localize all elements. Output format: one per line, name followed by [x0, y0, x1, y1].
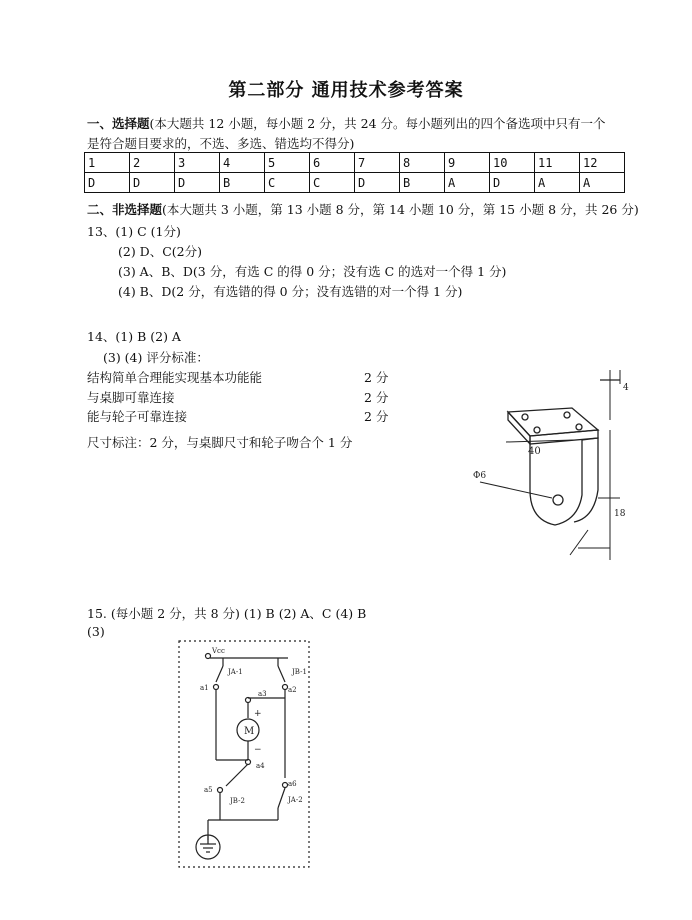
question-number: 4 [220, 153, 265, 173]
q14-criterion-score: 2 分 [364, 370, 389, 385]
answer-table [84, 152, 625, 193]
contact-a1 [214, 685, 219, 690]
answer-cell: D [355, 173, 400, 193]
q14-line1: 14、(1) B (2) A [87, 329, 181, 344]
vcc-terminal [206, 654, 211, 659]
q13-line4: (4) B、D(2 分，有选错的得 0 分；没有选错的对一个得 1 分) [118, 284, 463, 299]
answer-cell: A [580, 173, 625, 193]
q13-line1: 13、(1) C (1分) [87, 224, 181, 239]
a4-label: a4 [256, 762, 265, 770]
bracket-top-plate-front [530, 430, 598, 444]
q15-line1: 15. (每小题 2 分，共 8 分) (1) B (2) A、C (4) B [87, 606, 367, 621]
question-number: 10 [490, 153, 535, 173]
dim-label-4: 4 [623, 383, 629, 393]
bolt-hole [534, 427, 540, 433]
a5-label: a5 [204, 786, 213, 794]
q14-criterion-text: 能与轮子可靠连接 [87, 409, 188, 424]
part2-desc: (本大题共 3 小题，第 13 小题 8 分，第 14 小题 10 分，第 15 小题 8 分，共 26 分) [162, 202, 639, 217]
dim-label-phi6: Φ6 [473, 471, 487, 481]
answer-cell: A [535, 173, 580, 193]
answer-cell: A [445, 173, 490, 193]
answer-table-number-row [85, 153, 625, 173]
answer-table-answer-row [85, 173, 625, 193]
question-number: 9 [445, 153, 490, 173]
a2-label: a2 [288, 686, 297, 694]
question-number: 8 [400, 153, 445, 173]
jb2-label: JB-2 [230, 797, 245, 805]
part1-desc-line2: 是符合题目要求的，不选、多选、错选均不得分) [87, 136, 355, 151]
q13-line2: (2) D、C(2分) [118, 244, 202, 259]
answer-cell: B [220, 173, 265, 193]
leader-line [480, 482, 552, 498]
a1-label: a1 [200, 684, 209, 692]
bolt-hole [564, 412, 570, 418]
question-number: 5 [265, 153, 310, 173]
question-number: 3 [175, 153, 220, 173]
circuit-border [179, 641, 309, 867]
question-number: 7 [355, 153, 400, 173]
answer-cell: D [130, 173, 175, 193]
ja1-label: JA-1 [228, 668, 243, 676]
contact-a6 [283, 783, 288, 788]
switch-jb2 [226, 764, 248, 786]
page-title: 第二部分 通用技术参考答案 [228, 80, 464, 101]
question-number: 6 [310, 153, 355, 173]
answer-cell: B [400, 173, 445, 193]
part2-heading: 二、非选择题 [87, 202, 163, 217]
q15-line2: (3) [87, 624, 105, 639]
bolt-hole [576, 424, 582, 430]
dim-label-40: 40 [528, 446, 541, 457]
q14-criterion-text: 结构简单合理能实现基本功能能 [87, 370, 263, 385]
contact-a2 [283, 685, 288, 690]
dim-label-18: 18 [614, 509, 626, 519]
part1-heading: 一、选择题 [87, 116, 150, 131]
bracket-top-plate-edge [508, 412, 530, 444]
question-number: 1 [85, 153, 130, 173]
q14-line2: (3) (4) 评分标准： [103, 350, 209, 365]
axle-hole [553, 495, 563, 505]
relay-circuit-diagram [178, 640, 312, 870]
switch-ja1 [216, 666, 223, 682]
jb1-label: JB-1 [292, 668, 307, 676]
q14-criterion-score: 2 分 [364, 409, 389, 424]
contact-a5 [218, 788, 223, 793]
q14-criterion-score: 2 分 [364, 390, 389, 405]
question-number: 12 [580, 153, 625, 173]
answer-cell: C [310, 173, 355, 193]
answer-cell: D [85, 173, 130, 193]
q14-dimension-note: 尺寸标注：2 分，与桌脚尺寸和轮子吻合个 1 分 [87, 435, 353, 450]
answer-cell: D [175, 173, 220, 193]
bracket-figure [470, 370, 640, 565]
question-number: 2 [130, 153, 175, 173]
bolt-hole [522, 414, 528, 420]
motor-plus-label: + [254, 709, 262, 719]
switch-ja2 [278, 788, 285, 808]
part1-desc-line1: (本大题共 12 小题，每小题 2 分，共 24 分。每小题列出的四个备选项中只有一个 [149, 116, 606, 131]
switch-jb1 [278, 666, 285, 682]
answer-cell: D [490, 173, 535, 193]
motor-label: M [244, 726, 255, 737]
ja2-label: JA-2 [288, 796, 303, 804]
extension-line [570, 530, 588, 555]
q14-criterion-text: 与桌脚可靠连接 [87, 390, 175, 405]
part1-header [87, 114, 606, 132]
part2-header [87, 200, 639, 218]
vcc-label: Vcc [212, 647, 225, 655]
q13-line3: (3) A、B、D(3 分，有选 C 的得 0 分；没有选 C 的选对一个得 1 分) [118, 264, 507, 279]
answer-cell: C [265, 173, 310, 193]
question-number: 11 [535, 153, 580, 173]
motor-minus-label: − [254, 745, 262, 755]
a3-label: a3 [258, 690, 267, 698]
a6-label: a6 [288, 780, 297, 788]
